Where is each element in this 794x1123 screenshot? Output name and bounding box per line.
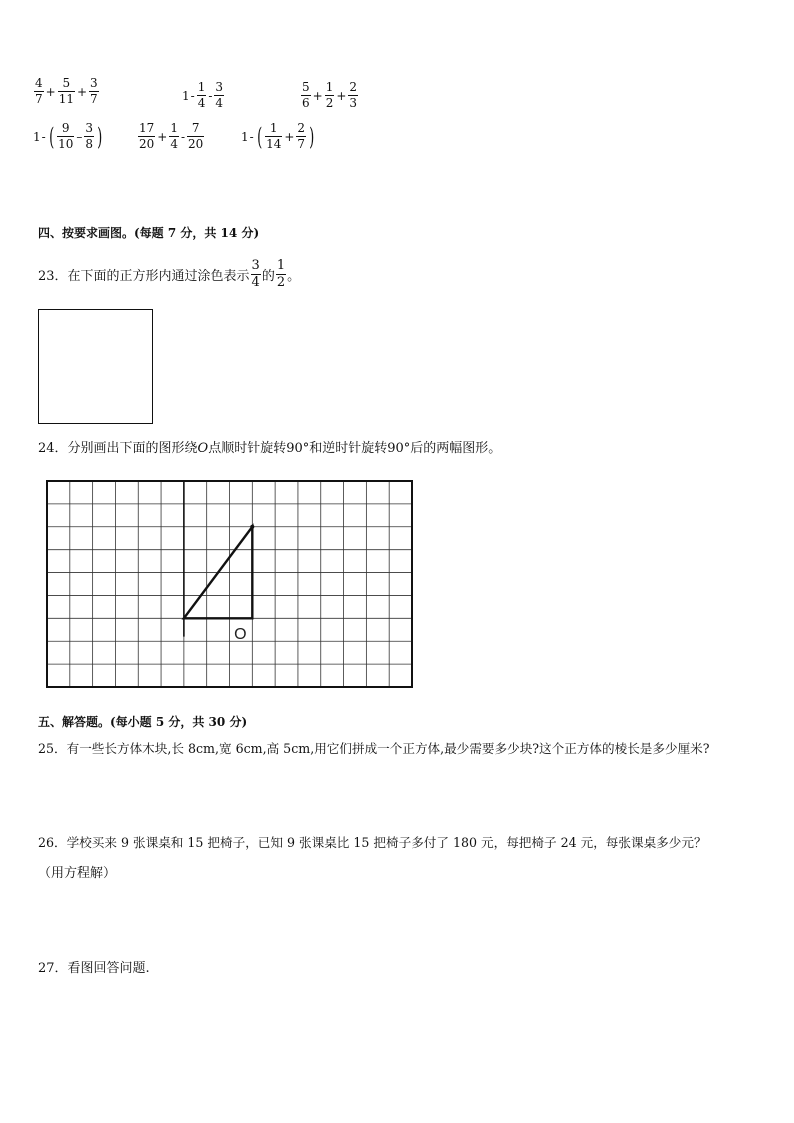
question-25: 25．有一些长方体木块,长 8cm,宽 6cm,高 5cm,用它们拼成一个正方体,最少需要多少块?这个正方体的棱长是多少厘米? [38,741,710,756]
expression-e2 [182,80,225,111]
fraction [214,80,224,111]
operator: + [76,84,88,99]
q24-text: 24．分别画出下面的图形绕 [38,441,198,456]
parenthesis: ) [97,122,103,151]
operator: - [180,129,186,144]
operator: – [76,129,83,144]
q23-fraction-2 [276,258,286,291]
fraction-numerator: 3 [90,76,98,90]
fraction [301,80,311,111]
question-24 [38,437,501,456]
fraction-numerator: 1 [197,80,206,94]
question-26-line-1: 26．学校买来 9 张课桌和 15 把椅子，已知 9 张课桌比 15 把椅子多付了 180 元，每把椅子 24 元，每张课桌多少元？ [38,835,707,850]
expression-e1 [33,76,100,107]
fraction-denominator: 4 [197,96,206,110]
question-23 [38,258,300,291]
fraction-denominator: 20 [188,137,204,151]
expression-e5 [137,121,205,152]
q23-fraction-1 [251,258,261,291]
fraction-denominator: 14 [266,137,282,151]
fraction-numerator: 1 [170,121,178,135]
operator: - [249,129,254,144]
fraction [89,76,99,107]
operator: - [41,129,46,144]
parenthesis: ) [309,122,315,151]
fraction-denominator: 6 [302,96,310,110]
question-27: 27．看图回答问题. [38,961,150,976]
operator: + [312,88,323,103]
fraction-numerator: 7 [191,121,200,135]
fraction-numerator: 3 [85,121,93,135]
fraction-denominator: 7 [297,137,306,151]
rotation-grid[interactable] [44,478,416,690]
question-26-line-2: （用方程解） [38,866,117,881]
fraction [84,121,94,152]
fraction-numerator: 9 [61,121,70,135]
number: 1 [182,88,190,103]
q23-prefix: 23．在下面的正方形内通过涂色表示 [38,269,250,284]
fraction-numerator: 3 [215,80,224,94]
fraction-denominator: 4 [170,137,178,151]
shading-square[interactable] [38,309,153,424]
fraction-denominator: 7 [90,92,98,106]
q24-text-2: 点顺时针旋转90°和逆时针旋转90°后的两幅图形。 [208,441,502,456]
number: 1 [33,129,41,144]
q23-mid: 的 [261,269,275,284]
expression-e3 [300,80,359,111]
q23-fraction-2-denominator: 2 [276,275,286,290]
point-o-label: O [234,625,247,643]
section-5-title: 五、解答题。(每小题 5 分，共 30 分) [38,715,248,729]
fraction-denominator: 2 [325,96,334,110]
expression-e6 [241,121,316,152]
fraction-denominator: 10 [58,137,74,151]
q23-fraction-1-denominator: 4 [251,275,260,290]
fraction-denominator: 11 [58,92,74,106]
expression-e4 [33,121,104,152]
fraction [197,80,207,111]
fraction-denominator: 4 [215,96,224,110]
fraction-numerator: 5 [62,76,71,90]
triangle-vertex-dot [250,525,254,529]
fraction [57,121,74,152]
fraction-numerator: 1 [269,121,278,135]
fraction-denominator: 8 [85,137,93,151]
fraction [348,80,358,111]
fraction [296,121,306,152]
parenthesis: ( [256,122,262,151]
fraction-numerator: 2 [297,121,306,135]
grid-lines [47,481,412,687]
parenthesis: ( [48,122,54,151]
fraction [187,121,204,152]
q23-fraction-1-numerator: 3 [251,258,260,273]
operator: + [336,88,347,103]
fraction [325,80,335,111]
fraction-numerator: 4 [35,76,43,90]
q24-point-name: O [197,441,209,456]
operator: - [190,88,195,103]
fraction [138,121,155,152]
q23-suffix: 。 [287,269,301,284]
q23-fraction-2-numerator: 1 [276,258,286,273]
fraction-denominator: 7 [35,92,43,106]
operator: + [284,129,295,144]
operator: + [157,129,168,144]
fraction-numerator: 17 [139,121,155,135]
operator: - [208,88,213,103]
fraction-denominator: 3 [349,96,358,110]
fraction [265,121,282,152]
fraction-numerator: 1 [325,80,334,94]
fraction-numerator: 2 [349,80,358,94]
fraction-numerator: 5 [302,80,310,94]
fraction [169,121,179,152]
fraction [58,76,75,107]
fraction-denominator: 20 [139,137,155,151]
number: 1 [241,129,249,144]
fraction [34,76,44,107]
section-4-title: 四、按要求画图。(每题 7 分，共 14 分) [38,226,260,240]
operator: + [45,84,56,99]
